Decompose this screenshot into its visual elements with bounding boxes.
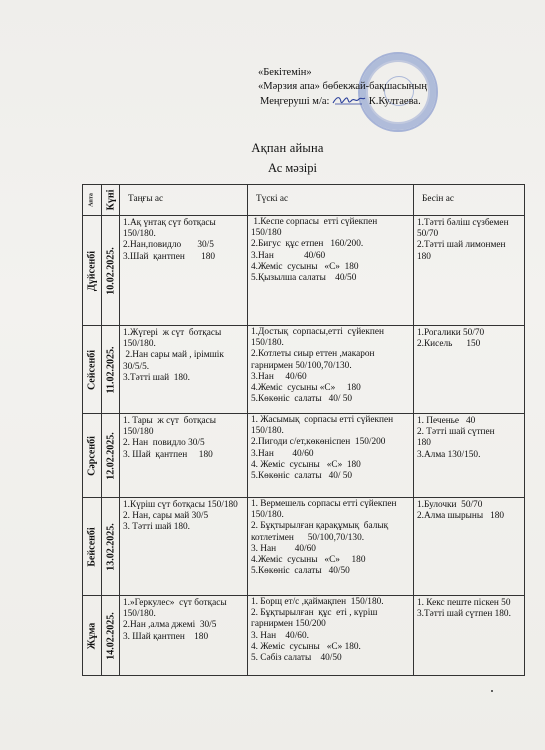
row-day: Дүйсенбі (83, 216, 102, 326)
cell-breakfast (120, 596, 248, 676)
breakfast-item: 2.Нан ,алма джемі 30/5 (123, 620, 217, 631)
breakfast-item: 3. Шай қантпен 180 (123, 449, 213, 460)
lunch-item: 4. Жеміс сусыны «С» 180. (251, 641, 361, 652)
breakfast-item: 3.Тәтті шай 180. (123, 372, 190, 383)
approval-line-2: «Мәрзия апа» бөбекжай-бақшасының (258, 81, 427, 92)
header-date: Күні (102, 185, 120, 216)
cell-breakfast (120, 498, 248, 596)
cell-breakfast (120, 326, 248, 414)
breakfast-item: 3.Шай қантпен 180 (123, 251, 216, 262)
row-day: Сәрсенбі (83, 414, 102, 498)
cell-lunch (248, 498, 414, 596)
breakfast-item: 2.Нан сары май , ірімшік 30/5/5. (123, 350, 227, 372)
approval-line-3 (258, 94, 427, 109)
row-day: Жұма (83, 596, 102, 676)
approval-line-1: «Бекітемін» (258, 67, 312, 78)
cell-lunch (248, 326, 414, 414)
row-day: Бейсенбі (83, 498, 102, 596)
lunch-item: 3. Нан 40/60 (251, 543, 316, 554)
table-header-row (83, 185, 525, 216)
header-day: Апта (83, 185, 102, 216)
row-date: 13.02.2025. (102, 498, 120, 596)
month-title: Ақпан айына (251, 141, 324, 155)
row-date: 14.02.2025. (102, 596, 120, 676)
snack-item: 1. Кекс пеште піскен 50 (417, 598, 511, 608)
snack-item: 3.Алма 130/150. (417, 449, 481, 460)
snack-item: 1.Тәтті бәліш сүзбемен 50/70 (417, 218, 516, 240)
lunch-item: 4.Жеміс сусыны «С» 180 (251, 261, 359, 272)
breakfast-item: 1.»Геркулес» сүт ботқасы 150/180. (123, 598, 229, 620)
breakfast-item: 2.Нан,повидло 30/5 (123, 240, 214, 251)
row-date: 10.02.2025. (102, 216, 120, 326)
snack-item: 1.Булочки 50/70 (417, 500, 483, 510)
signature-icon (332, 94, 366, 106)
lunch-item: 4. Жеміс сусыны «С» 180 (251, 459, 361, 470)
snack-item: 2.Кисель 150 (417, 339, 481, 350)
cell-snack (414, 498, 525, 596)
cell-breakfast (120, 414, 248, 498)
row-date: 12.02.2025. (102, 414, 120, 498)
lunch-item: 1.Кеспе сорпасы етті сүйекпен 150/180 (251, 217, 380, 239)
snack-item: 1.Рогалики 50/70 (417, 328, 485, 338)
snack-item: 1. Печенье 40 (417, 416, 476, 426)
lunch-item: 5.Көкөніс салаты 40/ 50 (251, 394, 353, 405)
lunch-item: 3. Нан 40/60. (251, 630, 309, 641)
approval-name: К.Култаева. (368, 96, 421, 107)
cell-lunch (248, 216, 414, 326)
table-row (83, 414, 525, 498)
breakfast-item: 1.Күріш сүт ботқасы 150/180 (123, 500, 238, 510)
lunch-item: 3.Нан 40/60 (251, 371, 307, 382)
lunch-item: 1. Жасымық сорпасы етті сүйекпен 150/180. (251, 415, 419, 437)
cell-snack (414, 414, 525, 498)
breakfast-item: 3. Шай қантпен 180 (123, 631, 209, 642)
header-lunch: Түскі ас (248, 185, 414, 216)
lunch-item: 4.Жеміс сусыны «С» 180 (251, 383, 361, 394)
lunch-item: 1.Достық сорпасы,етті сүйекпен 150/180. (251, 327, 387, 349)
cell-lunch (248, 414, 419, 498)
menu-title: Ас мәзірі (268, 161, 317, 175)
table-row (83, 326, 525, 414)
snack-item: 2.Тәтті шай лимонмен 180 (417, 240, 511, 262)
header-breakfast: Таңғы ас (120, 185, 248, 216)
cell-breakfast (120, 216, 248, 326)
speck (491, 690, 493, 692)
lunch-item: 1. Борщ ет/с ,қаймақпен 150/180. (251, 597, 384, 607)
cell-snack (414, 596, 525, 676)
breakfast-item: 1.Ақ үнтақ сүт ботқасы 150/180. (123, 218, 219, 240)
approval-position: Меңгеруші м/а: (260, 96, 330, 107)
breakfast-item: 1. Тары ж сүт ботқасы 150/180 (123, 416, 219, 438)
snack-item: 2.Алма шырыны 180 (417, 511, 505, 522)
lunch-item: 3.Нан 40/60 (251, 250, 326, 261)
lunch-item: 1. Вермешель сорпасы етті сүйекпен 150/180. (251, 499, 406, 521)
lunch-item: 5.Көкөніс салаты 40/ 50 (251, 471, 353, 482)
lunch-item: 5.Көкөніс салаты 40/50 (251, 566, 350, 577)
row-date: 11.02.2025. (102, 326, 120, 414)
cell-lunch (248, 596, 414, 676)
row-day: Сейсенбі (83, 326, 102, 414)
lunch-item: 4.Жеміс сусыны «С» 180 (251, 555, 366, 566)
lunch-item: 2.Бигус құс етпен 160/200. (251, 239, 364, 250)
cell-snack (414, 216, 525, 326)
lunch-item: 2.Пигоди с/ет,көкөніспен 150/200 (251, 437, 386, 448)
snack-item: 2. Тәтті шай сүтпен 180 (417, 427, 514, 449)
table-row (83, 216, 525, 326)
breakfast-item: 2. Нан, сары май 30/5 (123, 511, 209, 522)
lunch-item: 2.Котлеты сиыр еттен ,макарон гарнирмен 50/100,70/130. (251, 349, 377, 371)
header-snack: Бесін ас (414, 185, 525, 216)
cell-snack (414, 326, 525, 414)
breakfast-item: 3. Тәтті шай 180. (123, 522, 190, 533)
lunch-item: 2. Бұқтырылған қарақұмық балық котлетімен 50/100,70/130. (251, 521, 391, 543)
menu-table (82, 184, 525, 676)
lunch-item: 3.Нан 40/60 (251, 448, 314, 459)
breakfast-item: 2. Нан повидло 30/5 (123, 438, 205, 449)
lunch-item: 2. Бұқтырылған құс еті , күріш гарнирмен 150/200 (251, 608, 380, 630)
lunch-item: 5.Қызылша салаты 40/50 (251, 273, 357, 284)
approval-block (258, 66, 427, 109)
snack-item: 3.Тәтті шай сүтпен 180. (417, 609, 511, 620)
breakfast-item: 1.Жүгері ж сүт ботқасы 150/180. (123, 328, 224, 350)
table-row (83, 498, 525, 596)
table-row (83, 596, 525, 676)
lunch-item: 5. Сәбіз салаты 40/50 (251, 653, 342, 664)
